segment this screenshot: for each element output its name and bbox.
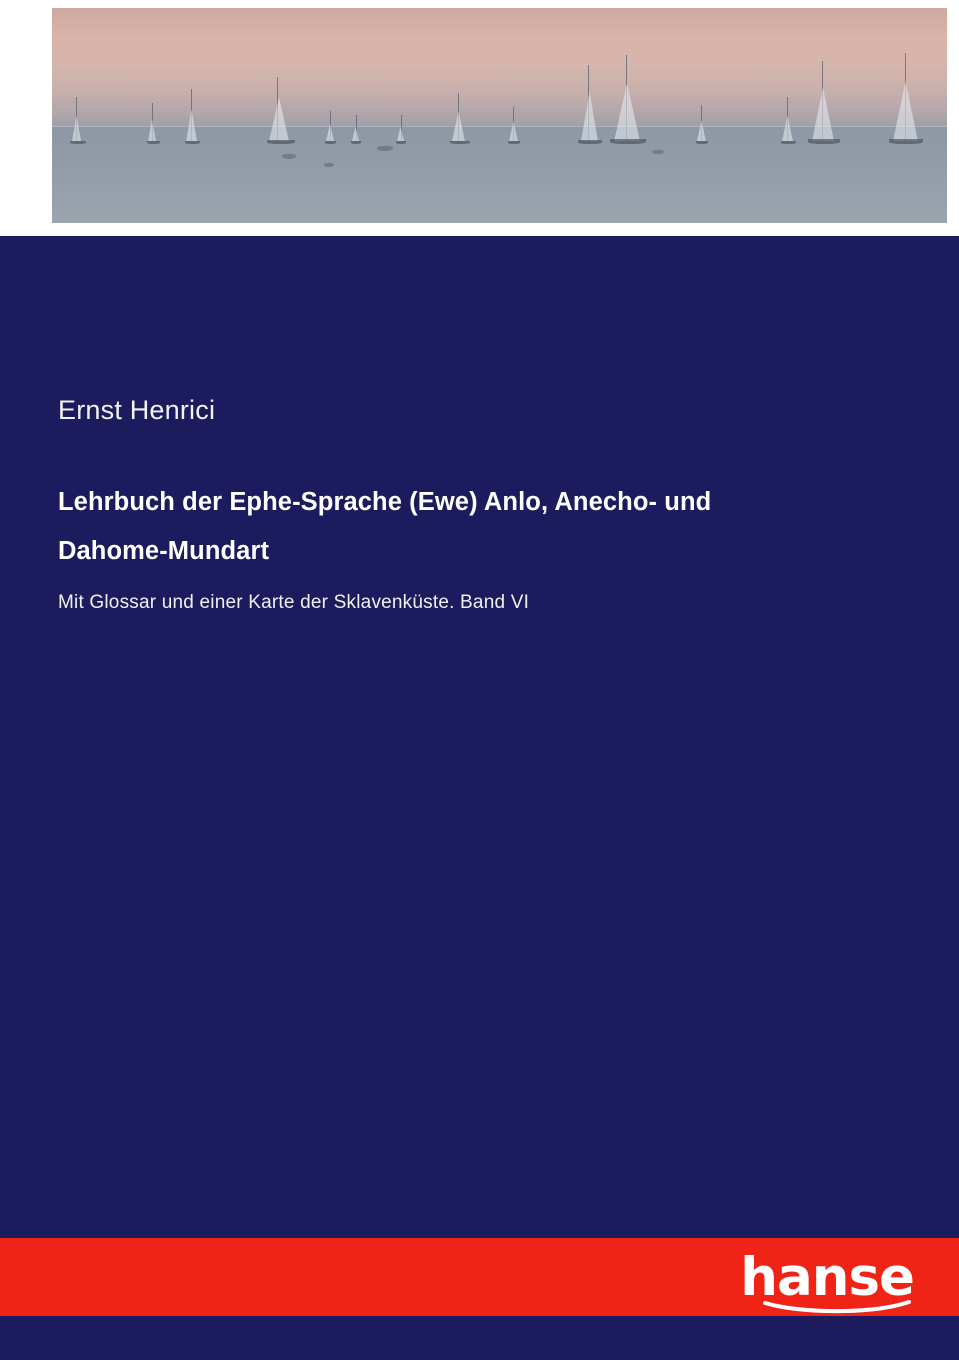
cover-text-block: [58, 395, 848, 614]
book-subtitle: Mit Glossar und einer Karte der Sklavenküste. Band VI: [58, 591, 530, 613]
sailing-ships-at-sea-photo: [52, 8, 947, 223]
author-name: Ernst Henrici: [58, 395, 216, 425]
small-boat-icon: [377, 146, 393, 151]
book-title: Lehrbuch der Ephe-Sprache (Ewe) Anlo, Anecho- und Dahome-Mundart: [58, 488, 712, 565]
small-boat-icon: [324, 163, 334, 167]
cover-bottom-strip: [0, 1316, 959, 1360]
publisher-logo: hanse: [740, 1247, 914, 1308]
publisher-logo-swoosh-icon: [763, 1300, 911, 1314]
horizon-line: [52, 126, 947, 127]
small-boat-icon: [652, 150, 664, 154]
